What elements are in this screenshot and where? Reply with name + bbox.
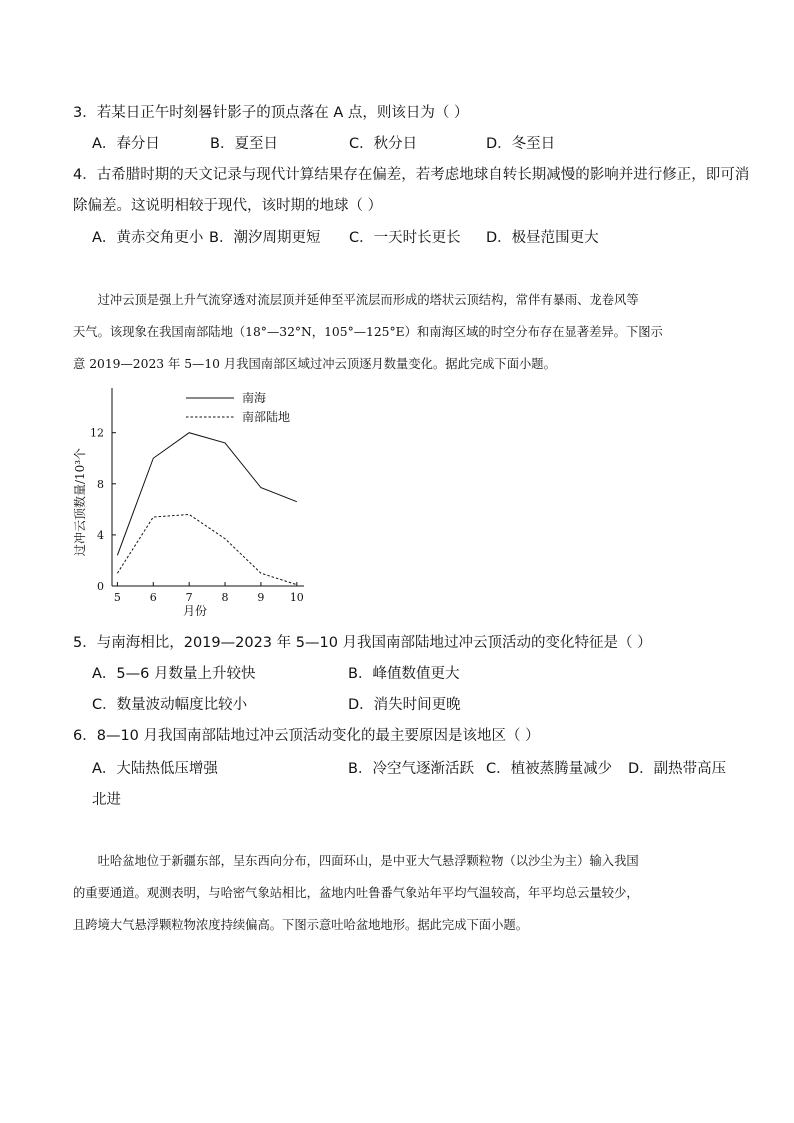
q4-stem-line2: 除偏差。这说明相较于现代，该时期的地球（ ） (73, 198, 383, 214)
chart-x-tick-label: 9 (257, 591, 265, 604)
passage1-line1: 过冲云顶是强上升气流穿透对流层顶并延伸至平流层而形成的塔状云顶结构，常伴有暴雨、龙卷风等 (97, 293, 639, 307)
q6-option-c: C．植被蒸腾量减少 (486, 761, 613, 777)
q3-option-a: A．春分日 (92, 136, 160, 152)
chart-series-line-nanhai (117, 433, 296, 556)
chart-x-tick-label: 10 (289, 591, 304, 604)
chart-y-tick-label: 8 (97, 477, 104, 491)
q4-stem-line1: 4．古希腊时期的天文记录与现代计算结果存在偏差，若考虑地球自转长期减慢的影响并进行修正，即可消 (73, 167, 750, 183)
q3-option-b: B．夏至日 (210, 136, 278, 152)
q5-option-d: D．消失时间更晚 (348, 697, 461, 713)
chart-ylabel: 过冲云顶数量/10³个 (73, 447, 87, 557)
q5-option-c: C．数量波动幅度比较小 (92, 697, 248, 713)
passage1-line2: 天气。该现象在我国南部陆地（18°—32°N，105°—125°E）和南海区域的时空分布存在显著差异。下图示 (73, 325, 663, 339)
chart-xlabel: 月份 (182, 604, 208, 618)
chart-x-tick-label: 6 (149, 591, 157, 604)
q3-option-c: C．秋分日 (349, 136, 418, 152)
chart-y-tick-label: 12 (90, 426, 104, 440)
q4-option-c: C．一天时长更长 (349, 230, 461, 246)
chart-y-tick-label: 0 (97, 580, 104, 593)
cloud-top-chart (70, 382, 310, 622)
chart-series-line-land (117, 514, 296, 584)
chart-x-tick-label: 7 (185, 591, 193, 604)
passage2-line2: 的重要通道。观测表明，与哈密气象站相比，盆地内吐鲁番气象站年平均气温较高，年平均总云量较少， (73, 886, 639, 900)
passage2-line1: 吐哈盆地位于新疆东部，呈东西向分布，四面环山，是中亚大气悬浮颗粒物（以沙尘为主）输入我国 (97, 854, 639, 868)
passage2-line3: 且跨境大气悬浮颗粒物浓度持续偏高。下图示意吐哈盆地地形。据此完成下面小题。 (73, 918, 528, 932)
passage1 (73, 284, 723, 380)
chart-y-tick-label: 4 (97, 528, 104, 542)
q6-option-b: B．冷空气逐渐活跃 (348, 761, 474, 777)
q3-option-d: D．冬至日 (486, 136, 556, 152)
q6-option-a: A．大陆热低压增强 (92, 761, 218, 777)
chart-x-tick-label: 8 (221, 591, 229, 604)
passage2 (73, 845, 723, 941)
q4-option-d: D．极昼范围更大 (486, 230, 599, 246)
q6-stem: 6．8—10 月我国南部陆地过冲云顶活动变化的最主要原因是该地区（ ） (73, 728, 540, 744)
q6-option-d-continued: 北进 (92, 792, 121, 808)
chart-legend-label: 南部陆地 (242, 410, 291, 424)
q4-option-b: B．潮汐周期更短 (209, 230, 321, 246)
q6-option-d: D．副热带高压 (628, 761, 727, 777)
q4-option-a: A．黄赤交角更小 (92, 230, 204, 246)
q5-stem: 5．与南海相比，2019—2023 年 5—10 月我国南部陆地过冲云顶活动的变化特征是（ ） (73, 635, 652, 651)
passage1-line3: 意 2019—2023 年 5—10 月我国南部区域过冲云顶逐月数量变化。据此完成下面小题。 (73, 357, 556, 371)
q5-option-a: A．5—6 月数量上升较快 (92, 666, 256, 682)
q5-option-b: B．峰值数值更大 (348, 666, 460, 682)
chart-legend-label: 南海 (242, 391, 267, 405)
chart-x-tick-label: 5 (113, 591, 121, 604)
q3-stem: 3．若某日正午时刻晷针影子的顶点落在 A 点，则该日为（ ） (73, 105, 469, 121)
